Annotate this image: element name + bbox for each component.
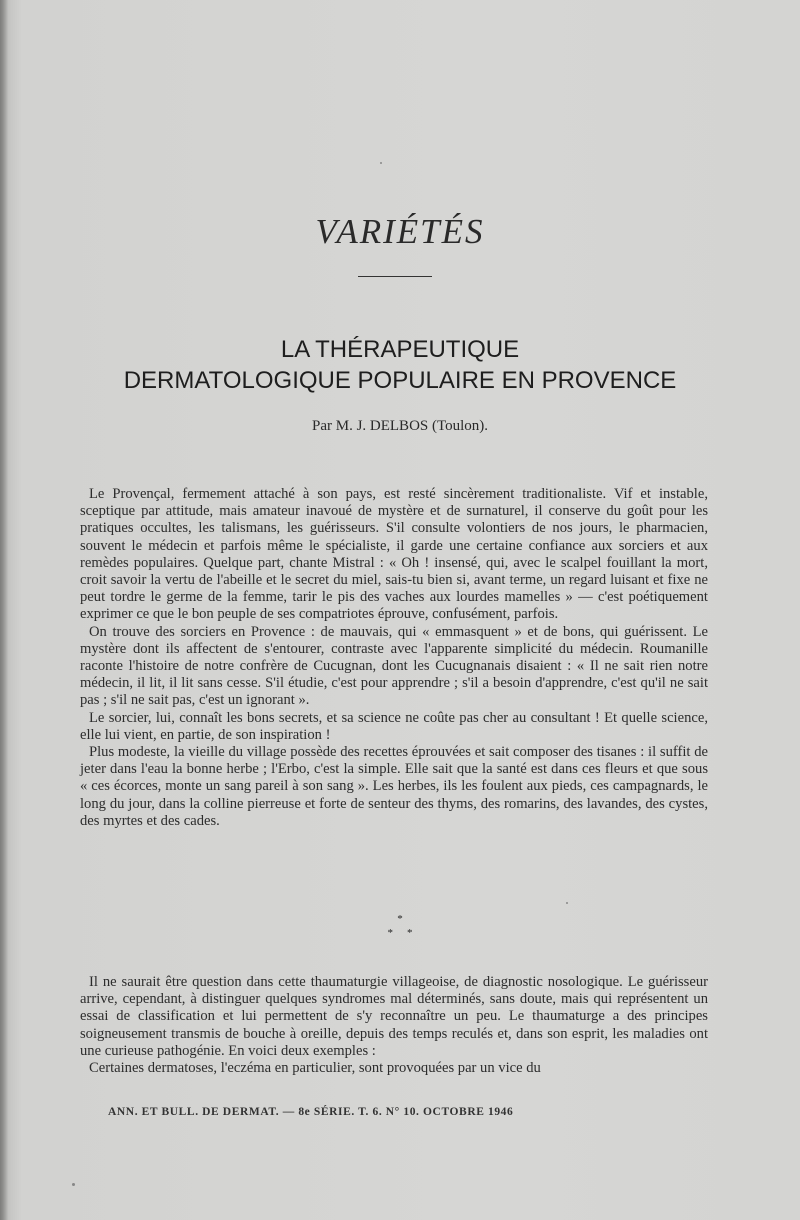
article-title bbox=[40, 334, 760, 396]
separator-asterisk-bottom: ** bbox=[387, 927, 427, 939]
title-divider bbox=[358, 276, 432, 277]
paragraph: On trouve des sorciers en Provence : de mauvais, qui « emmasquent » et de bons, qui guérissent. Le mystère dont ils affectent de s'entourer, contraste avec l'apparente simplicité du médecin. Roumanille raconte l'histoire de notre confrère de Cucugnan, dont les Cucugnanais disaient : « Il ne sait rien notre médecin, il lit, il lit sans cesse. S'il étudie, c'est pour apprendre ; s'il a besoin d'apprendre, c'est qu'il ne sait pas ; s'il ne sait pas, c'est un ignorant ». bbox=[80, 623, 708, 709]
paragraph: Certaines dermatoses, l'eczéma en particulier, sont provoquées par un vice du bbox=[89, 1060, 541, 1077]
section-title: VARIÉTÉS bbox=[315, 212, 485, 251]
page-binding-shadow bbox=[0, 0, 8, 1220]
article-body-part-1 bbox=[80, 486, 708, 830]
article-title-line-1: LA THÉRAPEUTIQUE bbox=[280, 336, 520, 363]
paragraph: Plus modeste, la vieille du village possède des recettes éprouvées et sait composer des tisanes : il suffit de jeter dans l'eau la bonne herbe ; l'Erbo, c'est la simple. Elle sait que la santé est dans ces fleurs et que sous « ces écorces, monte un sang pareil à son sang ». Les herbes, ils les foulent aux pieds, ces campagnards, le long du jour, dans la colline pierreuse et forte de senteur des thyms, des romarins, des lavandes, des cystes, des myrtes et des cades. bbox=[80, 744, 708, 829]
separator-asterisk-top: * bbox=[397, 913, 403, 925]
scan-smudge bbox=[566, 902, 568, 904]
paragraph: Il ne saurait être question dans cette thaumaturgie villageoise, de diagnostic nosologique. Le guérisseur arrive, cependant, à distinguer quelques syndromes mal déterminés, sans doute, mais qui représentent un essai de classification et lui permettent de s'y reconnaître un peu. Le thaumaturge a des principes soigneusement transmis de bouche à oreille, depuis des temps reculés et, dans son esprit, les maladies ont une curieuse pathogénie. En voici deux exemples : bbox=[80, 974, 708, 1059]
article-author: Par M. J. DELBOS (Toulon). bbox=[311, 418, 489, 434]
journal-footer: ANN. ET BULL. DE DERMAT. — 8e SÉRIE. T. 6. N° 10. OCTOBRE 1946 bbox=[108, 1106, 514, 1118]
section-separator bbox=[0, 912, 800, 940]
article-title-line-2: DERMATOLOGIQUE POPULAIRE EN PROVENCE bbox=[123, 367, 677, 394]
paragraph: Le sorcier, lui, connaît les bons secrets, et sa science ne coûte pas cher au consultant ! Et quelle science, elle lui vient, en partie, de son inspiration ! bbox=[80, 709, 708, 743]
scan-smudge bbox=[72, 1183, 75, 1186]
scan-smudge bbox=[380, 162, 382, 164]
paragraph: Le Provençal, fermement attaché à son pays, est resté sincèrement traditionaliste. Vif et instable, sceptique par attitude, mais amateur inavoué de mystère et de surnaturel, il conserve du goût pour les pratiques occultes, les talismans, les guérisseurs. S'il consulte volontiers de nos jours, le pharmacien, souvent le médecin et parfois même le spécialiste, il garde une certaine confiance aux sorciers et aux remèdes populaires. Quelque part, chante Mistral : « Oh ! insensé, qui, avec le scalpel fouillant la mort, croit savoir la vertu de l'abeille et le secret du miel, sais-tu bien si, avant terme, un regard luisant et fixe ne peut tordre le germe de la femme, tarir le pis des vaches aux lourdes mamelles » — c'est poétiquement exprimer ce que le bon peuple de ses compatriotes éprouve, confusément, parfois. bbox=[80, 486, 708, 623]
article-body-part-2 bbox=[80, 974, 708, 1077]
